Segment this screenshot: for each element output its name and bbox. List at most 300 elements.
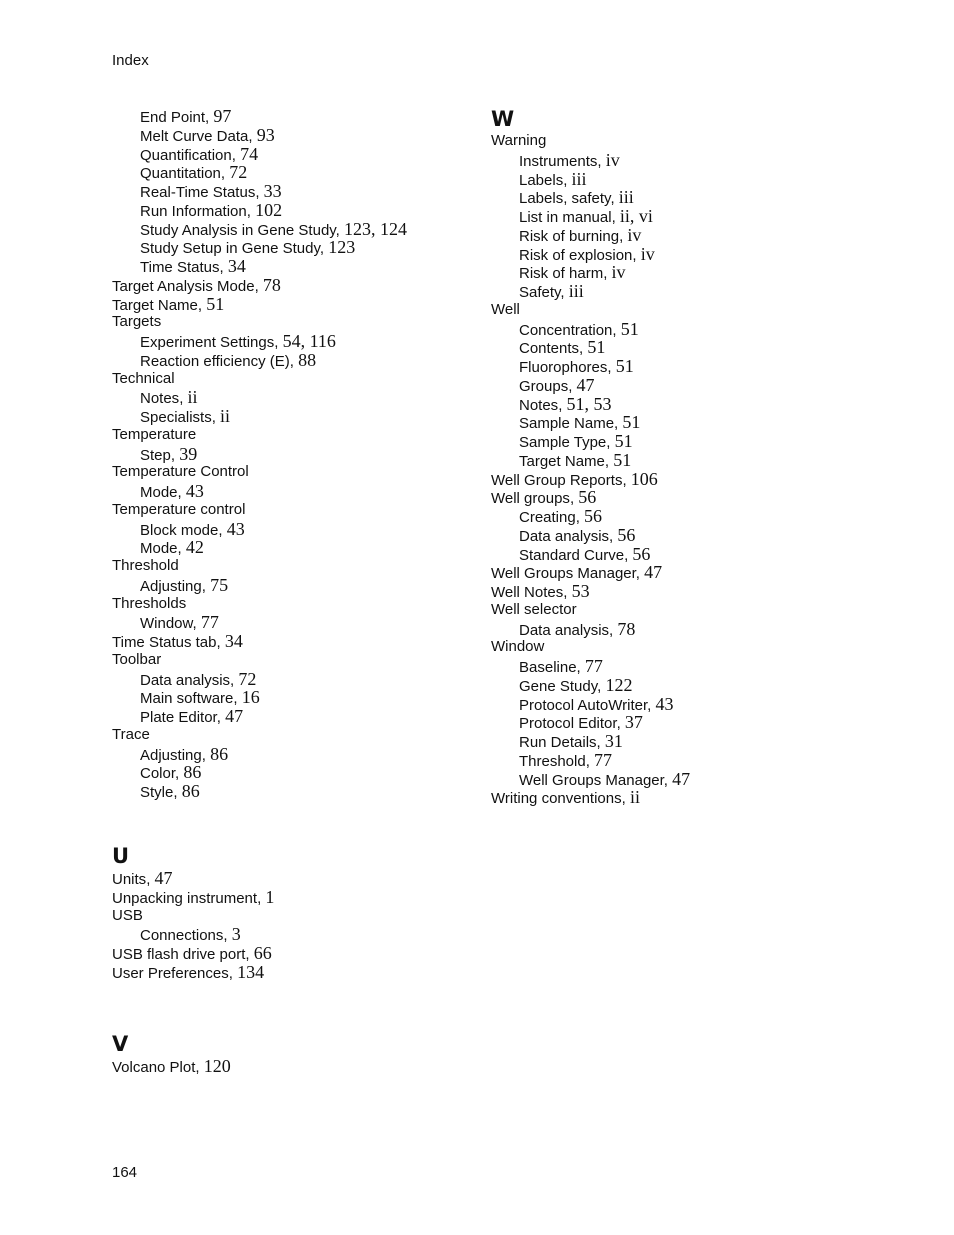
index-term: Well	[491, 300, 520, 318]
index-subentry	[491, 357, 690, 376]
index-page-ref: 56	[584, 506, 603, 526]
index-separator: ,	[335, 221, 345, 239]
index-entry	[112, 1057, 231, 1076]
index-subentry	[491, 376, 690, 395]
index-term: Quantification	[140, 146, 232, 164]
index-term: Units	[112, 871, 147, 888]
index-page-ref: ii, vi	[619, 206, 653, 226]
index-separator: ,	[575, 509, 585, 526]
index-page-ref: 39	[179, 443, 198, 464]
index-term: Color	[140, 765, 176, 783]
index-page-ref: 3	[231, 924, 241, 945]
index-separator: ,	[609, 621, 618, 639]
index-separator: ,	[558, 396, 567, 414]
index-subentry	[112, 745, 407, 764]
index-term: Melt Curve Data	[140, 127, 249, 145]
index-entry	[112, 651, 407, 670]
index-separator: ,	[254, 277, 263, 295]
index-page-ref: 102	[255, 199, 283, 220]
index-term: Real-Time Status	[140, 184, 256, 201]
index-term: Step	[140, 446, 171, 464]
index-page-ref: 43	[226, 518, 245, 539]
section-letter-w: W	[491, 107, 515, 131]
index-term: Risk of harm	[519, 265, 604, 283]
index-page-ref: 33	[263, 181, 282, 201]
index-entry	[112, 557, 407, 576]
index-subentry	[491, 770, 690, 789]
index-subentry	[112, 445, 407, 464]
index-term: Temperature control	[112, 500, 246, 518]
index-term: Writing conventions	[491, 790, 622, 808]
index-subentry	[491, 188, 690, 207]
index-separator: ,	[616, 715, 625, 733]
index-separator: ,	[197, 296, 207, 314]
index-page-ref: 123, 124	[344, 218, 408, 239]
index-page-ref: 72	[229, 162, 248, 183]
index-separator: ,	[248, 127, 257, 145]
index-page-ref: 56	[632, 543, 651, 564]
index-subentry	[112, 576, 407, 595]
index-subentry	[491, 732, 690, 751]
index-term: Well Notes	[491, 584, 564, 601]
section-letter-u: U	[112, 844, 130, 868]
index-subentry	[112, 201, 407, 220]
running-header: Index	[112, 52, 149, 69]
index-page-ref: 120	[203, 1056, 231, 1076]
index-term: Safety	[519, 284, 561, 301]
index-page-ref: 1	[265, 886, 275, 907]
index-page-ref: 34	[224, 631, 243, 651]
index-term: Threshold	[112, 557, 179, 574]
index-term: Experiment Settings	[140, 334, 275, 351]
index-page-ref: iv	[611, 262, 626, 283]
index-page-ref: 56	[578, 487, 597, 508]
index-term: Notes	[519, 396, 559, 414]
index-separator: ,	[569, 490, 579, 508]
index-subentry	[491, 545, 690, 564]
index-subentry	[112, 782, 407, 801]
index-entry	[112, 313, 407, 332]
index-subentry	[112, 688, 407, 707]
index-page-ref: 78	[617, 618, 636, 639]
index-term: Time Status	[140, 259, 220, 276]
index-subentry	[112, 925, 274, 944]
index-separator: ,	[245, 946, 254, 963]
index-term: Risk of explosion	[519, 246, 633, 264]
index-separator: ,	[216, 709, 226, 726]
index-term: Notes	[140, 390, 180, 408]
index-separator: ,	[223, 927, 232, 945]
index-page-ref: 97	[213, 106, 232, 126]
index-entry	[491, 488, 690, 507]
index-page-ref: 42	[185, 537, 204, 558]
index-page-ref: 86	[210, 743, 229, 764]
index-page-ref: 51	[613, 449, 632, 470]
index-separator: ,	[220, 165, 230, 183]
index-separator: ,	[195, 1059, 204, 1076]
index-page-ref: 37	[624, 712, 643, 733]
index-subentry	[491, 507, 690, 526]
index-term: Contents	[519, 340, 580, 358]
index-entry	[491, 788, 690, 807]
index-entry	[112, 888, 274, 907]
index-separator: ,	[663, 771, 673, 789]
index-term: Reaction efficiency (E)	[140, 352, 290, 370]
index-subentry	[112, 126, 407, 145]
index-separator: ,	[211, 409, 221, 426]
index-subentry	[112, 163, 407, 182]
index-subentry	[491, 245, 690, 264]
index-subentry	[491, 263, 690, 282]
index-page-ref: iii	[568, 281, 584, 301]
index-term: Threshold	[519, 752, 586, 770]
index-page-ref: iv	[627, 224, 642, 245]
index-subentry	[491, 451, 690, 470]
index-page-ref: 51	[614, 431, 633, 451]
index-entry	[112, 276, 407, 295]
index-page-ref: 51	[206, 293, 225, 314]
index-page-ref: 74	[240, 143, 259, 164]
index-separator: ,	[289, 352, 299, 370]
index-page-ref: ii	[187, 387, 198, 408]
index-term: Protocol AutoWriter	[519, 696, 648, 714]
index-term: Technical	[112, 369, 175, 387]
index-subentry	[491, 395, 690, 414]
index-page-ref: 78	[262, 274, 281, 295]
index-separator: ,	[205, 109, 214, 126]
index-page-ref: 77	[200, 612, 219, 633]
index-term: Unpacking instrument	[112, 889, 258, 907]
index-term: User Preferences	[112, 964, 229, 982]
index-page-ref: 93	[256, 124, 275, 145]
index-entry	[112, 501, 407, 520]
index-page-ref: 66	[253, 943, 272, 963]
index-entry	[491, 601, 690, 620]
index-separator: ,	[219, 259, 228, 276]
index-separator: ,	[201, 577, 211, 595]
index-term: Protocol Editor	[519, 715, 617, 733]
index-entries-continued	[112, 107, 407, 801]
index-term: Gene Study	[519, 677, 598, 695]
index-term: Quantitation	[140, 165, 221, 183]
index-separator: ,	[647, 696, 656, 714]
index-term: Main software	[140, 690, 234, 708]
index-separator: ,	[624, 546, 633, 564]
index-page-ref: 134	[237, 961, 265, 982]
index-separator: ,	[246, 202, 256, 220]
index-page-ref: 122	[605, 674, 633, 695]
index-subentry	[491, 657, 690, 676]
index-separator: ,	[274, 334, 283, 351]
index-section-v	[112, 1031, 231, 1076]
index-term: Instruments	[519, 152, 598, 170]
index-subentry	[112, 707, 407, 726]
page-number: 164	[112, 1164, 138, 1181]
index-separator: ,	[177, 484, 186, 501]
index-separator: ,	[560, 284, 569, 301]
index-page-ref: 51	[615, 356, 634, 376]
index-page-ref: 47	[672, 768, 691, 789]
index-subentry	[491, 620, 690, 639]
index-term: Well groups	[491, 490, 570, 508]
index-separator: ,	[230, 671, 239, 689]
index-separator: ,	[170, 446, 180, 464]
index-page-ref: 54, 116	[282, 331, 336, 351]
index-separator: ,	[609, 527, 618, 545]
index-section-u	[112, 843, 274, 982]
index-subentry	[491, 526, 690, 545]
index-page-ref: 75	[210, 574, 229, 595]
index-page-ref: 88	[298, 349, 317, 370]
index-page-ref: 16	[241, 687, 260, 708]
index-term: List in manual	[519, 209, 612, 226]
index-separator: ,	[201, 746, 211, 764]
index-page-ref: ii	[220, 406, 231, 426]
index-page-ref: 53	[571, 581, 590, 601]
index-entry	[112, 632, 407, 651]
index-term: Baseline	[519, 659, 577, 676]
index-subentry	[491, 320, 690, 339]
index-separator: ,	[621, 790, 630, 808]
index-separator: ,	[563, 171, 572, 189]
index-term: Run Details	[519, 734, 597, 751]
index-page-ref: 77	[594, 749, 613, 770]
index-term: Window	[140, 615, 193, 633]
index-page-ref: 43	[655, 693, 674, 714]
index-separator: ,	[255, 184, 264, 201]
index-term: Toolbar	[112, 650, 162, 668]
index-entry	[491, 301, 690, 320]
index-subentry	[491, 338, 690, 357]
index-separator: ,	[596, 734, 605, 751]
index-separator: ,	[619, 227, 628, 245]
index-separator: ,	[604, 452, 614, 470]
index-term: Well Group Reports	[491, 471, 623, 489]
index-term: USB flash drive port	[112, 946, 246, 963]
index-term: Warning	[491, 132, 547, 149]
index-subentry	[491, 751, 690, 770]
index-term: Trace	[112, 725, 150, 743]
index-term: Thresholds	[112, 594, 187, 612]
index-page-ref: 51, 53	[566, 393, 612, 414]
index-subentry	[112, 182, 407, 201]
index-subentry	[491, 432, 690, 451]
index-separator: ,	[192, 615, 201, 633]
index-entries-w	[491, 132, 690, 807]
index-separator: ,	[614, 415, 623, 433]
index-separator: ,	[146, 871, 155, 888]
index-entry	[112, 944, 274, 963]
index-subentry	[491, 207, 690, 226]
index-subentry	[112, 763, 407, 782]
index-entry	[112, 426, 407, 445]
index-term: Well Groups Manager	[491, 565, 636, 583]
index-page-ref: 86	[181, 781, 200, 801]
index-term: Window	[491, 638, 545, 656]
index-subentry	[112, 257, 407, 276]
index-term: Fluorophores	[519, 359, 608, 376]
index-entry	[112, 463, 407, 482]
index-separator: ,	[612, 321, 621, 339]
index-subentry	[112, 613, 407, 632]
index-page-ref: 47	[154, 868, 173, 888]
index-term: Well Groups Manager	[519, 771, 664, 789]
index-separator: ,	[611, 209, 620, 226]
index-term: Block mode	[140, 521, 219, 539]
index-term: Labels, safety	[519, 190, 611, 208]
index-separator: ,	[597, 677, 606, 695]
index-subentry	[112, 220, 407, 239]
index-page-ref: 43	[185, 481, 204, 501]
index-page-ref: 51	[622, 412, 641, 433]
index-term: End Point	[140, 109, 206, 126]
index-page-ref: iv	[640, 243, 655, 264]
index-term: USB	[112, 906, 143, 924]
index-term: Data analysis	[519, 527, 610, 545]
index-separator: ,	[576, 659, 585, 676]
index-term: Adjusting	[140, 746, 202, 764]
index-subentry	[112, 482, 407, 501]
index-subentry	[491, 676, 690, 695]
index-separator: ,	[216, 634, 225, 651]
index-separator: ,	[257, 889, 266, 907]
index-entries-v	[112, 1057, 231, 1076]
index-subentry	[112, 670, 407, 689]
index-page-ref: 106	[630, 468, 658, 489]
index-entry	[112, 595, 407, 614]
index-subentry	[112, 107, 407, 126]
index-term: Temperature Control	[112, 463, 249, 481]
index-entry	[112, 370, 407, 389]
index-subentry	[491, 282, 690, 301]
index-separator: ,	[622, 471, 631, 489]
index-separator: ,	[610, 190, 619, 208]
index-separator: ,	[175, 765, 184, 783]
index-subentry	[112, 407, 407, 426]
section-letter-v: V	[112, 1032, 129, 1056]
index-term: Run Information	[140, 202, 247, 220]
index-entry	[491, 638, 690, 657]
index-term: Targets	[112, 313, 162, 331]
index-term: Adjusting	[140, 577, 202, 595]
index-page-ref: 47	[225, 706, 244, 726]
index-separator: ,	[563, 584, 572, 601]
index-page-ref: 34	[227, 256, 246, 276]
index-separator: ,	[568, 377, 577, 395]
index-page-ref: iv	[605, 149, 620, 170]
index-subentry	[112, 538, 407, 557]
index-separator: ,	[173, 784, 182, 801]
index-subentry	[112, 145, 407, 164]
index-page-ref: 123	[328, 237, 356, 258]
index-page-ref: 47	[644, 562, 663, 583]
index-subentry	[112, 388, 407, 407]
index-term: Labels	[519, 171, 564, 189]
index-term: Sample Name	[519, 415, 615, 433]
index-term: Connections	[140, 927, 224, 945]
index-term: Mode	[140, 484, 178, 501]
index-separator: ,	[233, 690, 242, 708]
index-term: Mode	[140, 540, 178, 558]
index-page-ref: 31	[604, 731, 623, 751]
index-term: Risk of burning	[519, 227, 620, 245]
index-subentry	[491, 226, 690, 245]
index-term: Creating	[519, 509, 576, 526]
index-entry	[491, 582, 690, 601]
index-entry	[112, 907, 274, 926]
index-term: Sample Type	[519, 434, 607, 451]
index-term: Data analysis	[140, 671, 231, 689]
index-section-w	[491, 106, 690, 807]
index-term: Time Status tab	[112, 634, 217, 651]
index-separator: ,	[597, 152, 606, 170]
index-subentry	[491, 170, 690, 189]
index-separator: ,	[606, 434, 615, 451]
index-term: Study Analysis in Gene Study	[140, 221, 336, 239]
index-separator: ,	[635, 565, 645, 583]
index-separator: ,	[319, 240, 329, 258]
index-subentry	[112, 520, 407, 539]
index-term: Well selector	[491, 600, 577, 618]
index-separator: ,	[585, 752, 595, 770]
index-term: Study Setup in Gene Study	[140, 240, 320, 258]
index-page-ref: 72	[238, 668, 257, 689]
index-entry	[112, 869, 274, 888]
index-term: Target Name	[519, 452, 605, 470]
index-entries-u	[112, 869, 274, 982]
index-subentry	[112, 351, 407, 370]
index-page-ref: 86	[183, 762, 202, 783]
index-page-ref: 47	[576, 374, 595, 395]
index-term: Style	[140, 784, 174, 801]
index-separator: ,	[579, 340, 588, 358]
index-entry	[491, 563, 690, 582]
index-separator: ,	[179, 390, 188, 408]
index-term: Target Analysis Mode	[112, 277, 255, 295]
index-page-ref: 56	[617, 524, 636, 545]
index-term: Concentration	[519, 321, 613, 339]
index-subentry	[491, 695, 690, 714]
index-term: Plate Editor	[140, 709, 217, 726]
index-page-ref: ii	[629, 787, 640, 808]
index-entry	[112, 295, 407, 314]
index-term: Data analysis	[519, 621, 610, 639]
index-term: Groups	[519, 377, 569, 395]
index-page-ref: 51	[620, 318, 639, 339]
index-term: Target Name	[112, 296, 198, 314]
index-subentry	[112, 332, 407, 351]
index-subentry	[491, 713, 690, 732]
index-entry	[112, 963, 274, 982]
index-separator: ,	[603, 265, 612, 283]
index-term: Volcano Plot	[112, 1059, 196, 1076]
index-page-ref: iii	[618, 187, 634, 208]
index-page-ref: iii	[571, 168, 587, 189]
index-term: Standard Curve	[519, 546, 625, 564]
index-entry	[491, 132, 690, 151]
index-separator: ,	[177, 540, 186, 558]
index-separator: ,	[218, 521, 227, 539]
index-separator: ,	[632, 246, 641, 264]
index-page-ref: 77	[584, 656, 603, 676]
index-subentry	[112, 238, 407, 257]
index-separator: ,	[228, 964, 238, 982]
index-page-ref: 51	[587, 337, 606, 358]
index-entry	[491, 470, 690, 489]
index-term: Temperature	[112, 425, 197, 443]
index-separator: ,	[231, 146, 241, 164]
index-subentry	[491, 413, 690, 432]
